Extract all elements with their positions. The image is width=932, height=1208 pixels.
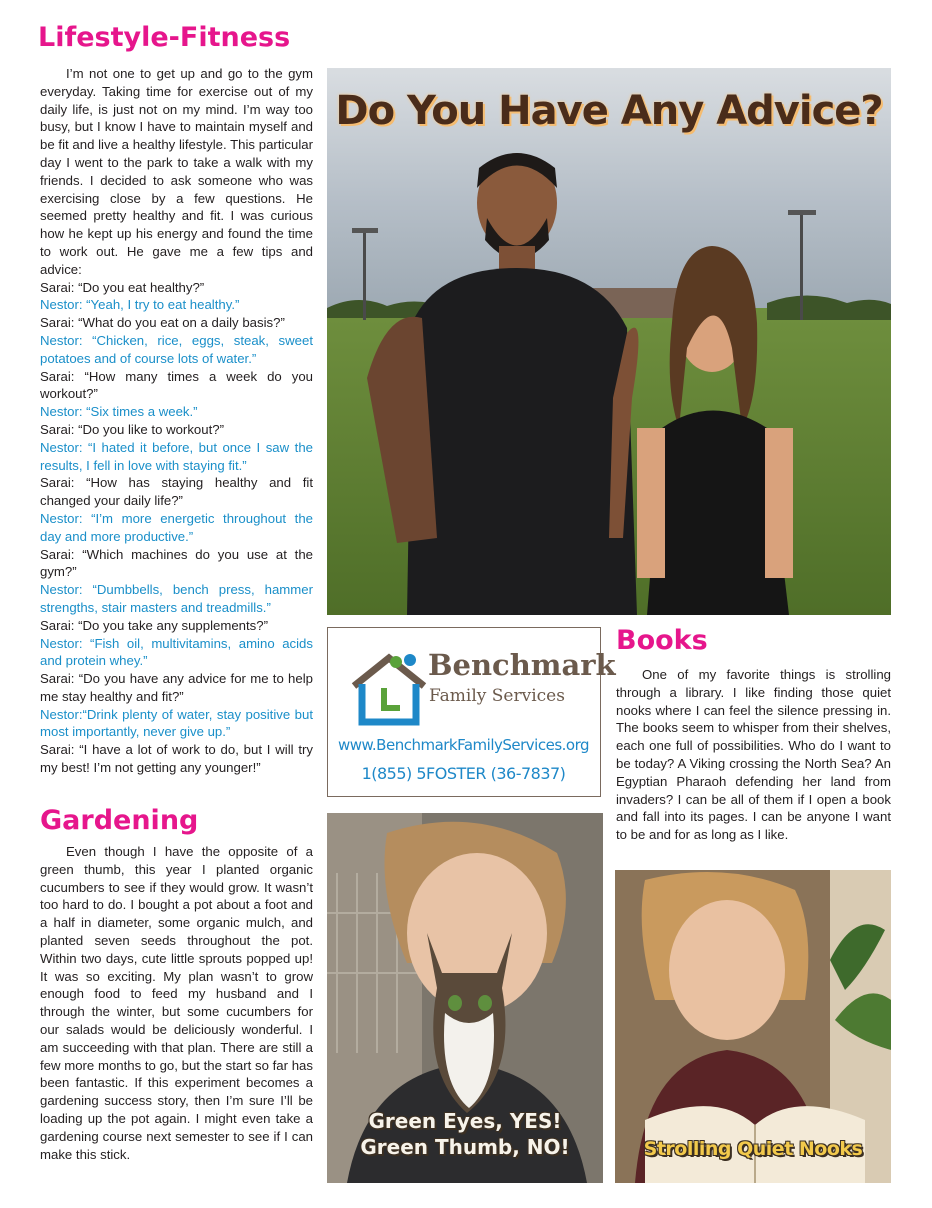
- main-photo-title: Do You Have Any Advice?: [335, 88, 883, 134]
- interview-dialogue: [40, 279, 313, 777]
- sarai-question: Sarai: “Do you eat healthy?”: [40, 279, 205, 295]
- nestor-answer: Nestor: “I hated it before, but once I saw the results, I fell in love with staying fit.”: [40, 439, 313, 473]
- ad-phone[interactable]: 1(855) 5FOSTER (36-7837): [361, 764, 566, 783]
- park-scene-illustration: [327, 68, 891, 615]
- nestor-answer: Nestor: “Yeah, I try to eat healthy.”: [40, 297, 240, 313]
- gardening-body: Even though I have the opposite of a green thumb, this year I planted organic cucumbers to see if they would grow. It wasn’t too hard to do. I bought a pot about a foot and a half in diameter, some organic mulch, and planted seven seeds throughout the pot. Within two days, cute little sprouts popped up! It was so exciting. My plan wasn’t to grow enough food to feed my husband and I through the winter, but some cucumbers for our salads would be deliciously wonderful. I am succeeding with that plan. There are still a few more months to go, but the start so far has been fantastic. If this experiment becomes a gardening success story, then I’m sure I’ll be loading up the pot again. I might even take a gardening course next semester to see if I can make this stick.: [40, 844, 313, 1162]
- sarai-question: Sarai: “How many times a week do you workout?”: [40, 368, 313, 402]
- sarai-question: Sarai: “Do you have any advice for me to help me stay healthy and fit?”: [40, 671, 313, 704]
- cat-photo-caption-line2: Green Thumb, NO!: [360, 1135, 570, 1159]
- books-article: [616, 666, 891, 844]
- sarai-question: Sarai: “Do you take any supplements?”: [40, 617, 268, 633]
- fitness-heading: Lifestyle-Fitness: [38, 22, 291, 53]
- gardening-article: [40, 843, 313, 1163]
- nestor-answer: Nestor: “Six times a week.”: [40, 404, 198, 420]
- sarai-question: Sarai: “Do you like to workout?”: [40, 421, 224, 437]
- woman-reading-illustration: [615, 870, 891, 1183]
- fitness-article: [40, 65, 313, 777]
- cat-photo: [327, 813, 603, 1183]
- ad-brand-subtitle: Family Services: [429, 686, 565, 706]
- sarai-question: Sarai: “What do you eat on a daily basis?”: [40, 315, 285, 331]
- fitness-intro: I’m not one to get up and go to the gym everyday. Taking time for exercise out of my daily life, is just not on my mind. I’m way too busy, but I know I have to maintain myself and be fit and live a healthy lifestyle. This particular day I went to the park to take a walk with my friends. I decided to ask someone who was exercising close by a few questions. He seemed pretty healthy and fit. I was curious how he kept up his energy and found the time to work out. He gave me a few tips and advice:: [40, 66, 313, 277]
- reading-photo: [615, 870, 891, 1183]
- sarai-question: Sarai: “How has staying healthy and fit changed your daily life?”: [40, 475, 313, 509]
- nestor-answer: Nestor: “Fish oil, multivitamins, amino acids and protein whey.”: [40, 635, 313, 669]
- reading-photo-caption: Strolling Quiet Nooks: [643, 1138, 863, 1160]
- gardening-heading: Gardening: [40, 805, 199, 836]
- benchmark-ad[interactable]: [327, 627, 616, 797]
- cat-photo-caption-line1: Green Eyes, YES!: [368, 1109, 562, 1133]
- nestor-answer: Nestor: “Chicken, rice, eggs, steak, sweet potatoes and of course lots of water.”: [40, 332, 313, 366]
- nestor-answer: Nestor: “I’m more energetic throughout the day and more productive.”: [40, 510, 313, 544]
- ad-brand-name: Benchmark: [428, 648, 616, 682]
- main-photo: [327, 68, 891, 615]
- books-heading: Books: [616, 625, 708, 656]
- books-body: One of my favorite things is strolling through a library. I like finding those quiet nooks where I can feel the silence pressing in. The books seem to whisper from their shelves, each one full of possibilities. Who do I want to be today? A Viking crossing the North Sea? An Egyptian Pharaoh defending her land from invaders? I can be all of them if I open a book and fall into its pages. I can be anyone I want to be and for as long as I like.: [616, 667, 891, 843]
- house-family-logo-icon: [344, 646, 434, 726]
- nestor-answer: Nestor: “Dumbbells, bench press, hammer strengths, stair masters and treadmills.”: [40, 582, 313, 615]
- sarai-question: Sarai: “Which machines do you use at the gym?”: [40, 546, 313, 580]
- sarai-question: Sarai: “I have a lot of work to do, but I will try my best! I’m not getting any younger!”: [40, 742, 313, 776]
- ad-website-link[interactable]: www.BenchmarkFamilyServices.org: [337, 736, 590, 754]
- nestor-answer: Nestor:“Drink plenty of water, stay positive but most importantly, never give up.”: [40, 706, 313, 740]
